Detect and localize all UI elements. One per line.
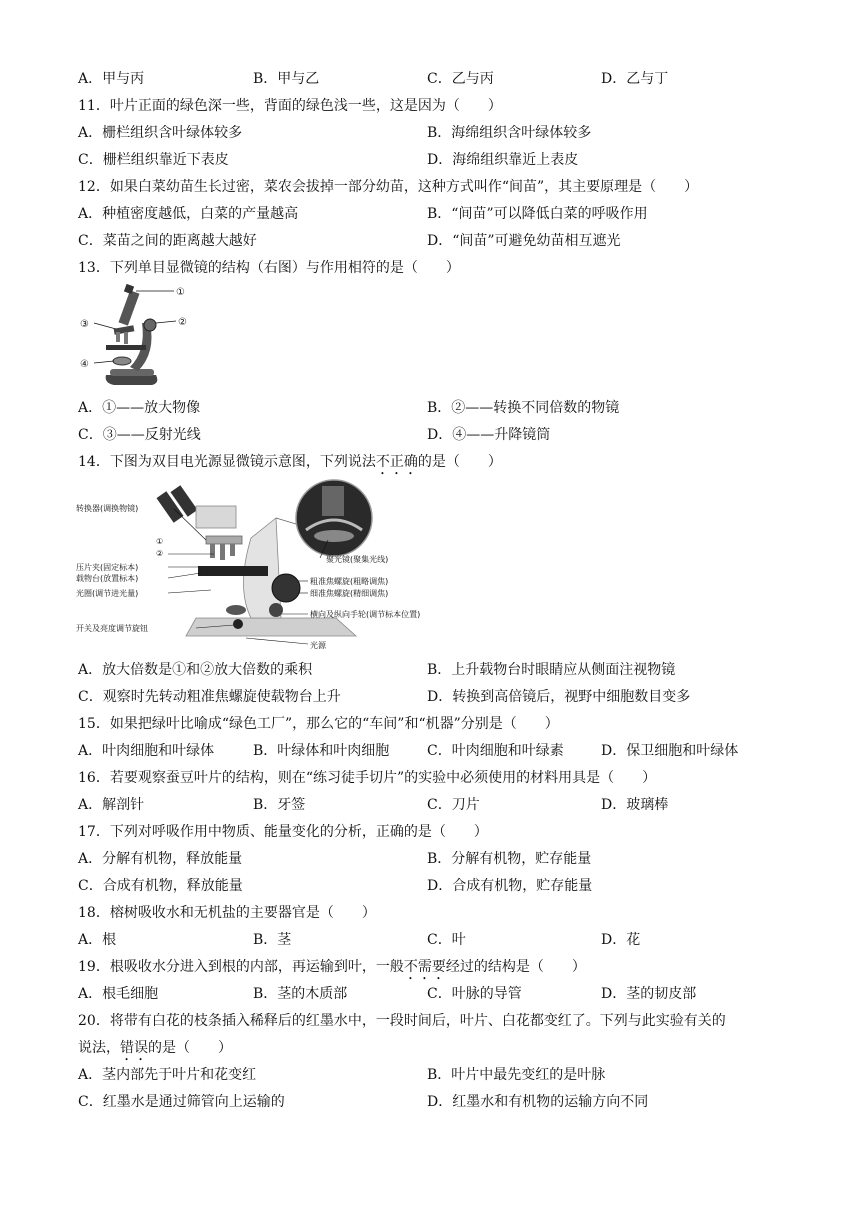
fig-label-3: ③: [80, 319, 89, 330]
q12-option-a: A．种植密度越低，白菜的产量越高: [78, 206, 299, 222]
q15-option-c: C．叶肉细胞和叶绿素: [427, 743, 564, 759]
q16-option-c: C．刀片: [427, 797, 480, 813]
q13-option-c: C．③——反射光线: [78, 427, 201, 443]
q18-stem: 18．榕树吸收水和无机盐的主要器官是（ ）: [78, 905, 376, 921]
fig-label-1: ①: [176, 287, 185, 298]
q11-option-a: A．栅栏组织含叶绿体较多: [78, 125, 243, 141]
q14-option-c: C．观察时先转动粗准焦螺旋使载物台上升: [78, 689, 341, 705]
monocular-microscope-figure: [76, 283, 196, 391]
q11-stem: 11．叶片正面的绿色深一些，背面的绿色浅一些，这是因为（ ）: [78, 98, 502, 114]
q10-option-a: A．甲与丙: [78, 71, 145, 87]
q19-stem: 19．根吸收水分进入到根的内部，再运输到叶，一般不需要经过的结构是（ ）: [78, 959, 586, 975]
q11-option-b: B．海绵组织含叶绿体较多: [427, 125, 592, 141]
q20-option-b: B．叶片中最先变红的是叶脉: [427, 1067, 606, 1083]
q10-option-b: B．甲与乙: [253, 71, 320, 87]
q19-emphasis: 不需要: [403, 959, 446, 975]
q14-option-d: D．转换到高倍镜后，视野中细胞数目变多: [427, 689, 691, 705]
q16-stem: 16．若要观察蚕豆叶片的结构，则在“练习徒手切片”的实验中必须使用的材料用具是（ ）: [78, 770, 657, 786]
q14-stem: 14．下图为双目电光源显微镜示意图，下列说法不正确的是（ ）: [78, 454, 502, 470]
fig-label-fine: 细准焦螺旋(精细调焦): [310, 589, 389, 598]
q19-option-a: A．根毛细胞: [78, 986, 159, 1002]
q18-option-c: C．叶: [427, 932, 466, 948]
q15-option-a: A．叶肉细胞和叶绿体: [78, 743, 215, 759]
q19-option-c: C．叶脉的导管: [427, 986, 522, 1002]
q17-option-a: A．分解有机物，释放能量: [78, 851, 243, 867]
fig-label-one: ①: [156, 537, 164, 546]
q18-option-b: B．茎: [253, 932, 292, 948]
q20-option-c: C．红墨水是通过筛管向上运输的: [78, 1094, 285, 1110]
binocular-microscope-figure: [76, 478, 448, 652]
fig-label-2: ②: [178, 317, 187, 328]
q18-option-a: A．根: [78, 932, 117, 948]
fig-label-mech: 横向及纵向手轮(调节标本位置): [310, 610, 421, 619]
fig-label-clip: 压片夹(固定标本): [76, 563, 139, 572]
fig-label-two: ②: [156, 549, 164, 558]
q16-option-b: B．牙签: [253, 797, 306, 813]
q20-emphasis: 错误: [120, 1040, 148, 1056]
q20-stem-line1: 20．将带有白花的枝条插入稀释后的红墨水中，一段时间后，叶片、白花都变红了。下列与此实验有关的: [78, 1013, 726, 1029]
q17-option-c: C．合成有机物，释放能量: [78, 878, 243, 894]
fig-label-coarse: 粗准焦螺旋(粗略调焦): [310, 577, 389, 586]
q20-option-d: D．红墨水和有机物的运输方向不同: [427, 1094, 649, 1110]
q16-option-a: A．解剖针: [78, 797, 145, 813]
q13-option-a: A．①——放大物像: [78, 400, 201, 416]
q15-stem: 15．如果把绿叶比喻成“绿色工厂”，那么它的“车间”和“机器”分别是（ ）: [78, 716, 559, 732]
q14-option-a: A．放大倍数是①和②放大倍数的乘积: [78, 662, 313, 678]
q20-stem-line2: 说法，错误的是（ ）: [78, 1040, 232, 1056]
q17-stem: 17．下列对呼吸作用中物质、能量变化的分析，正确的是（ ）: [78, 824, 488, 840]
q13-option-b: B．②——转换不同倍数的物镜: [427, 400, 620, 416]
q11-option-c: C．栅栏组织靠近下表皮: [78, 152, 229, 168]
q17-option-d: D．合成有机物，贮存能量: [427, 878, 593, 894]
q10-option-c: C．乙与丙: [427, 71, 494, 87]
fig-label-condenser: 聚光镜(聚集光线): [326, 555, 389, 564]
q12-option-b: B．“间苗”可以降低白菜的呼吸作用: [427, 206, 648, 222]
fig-label-revolver: 转换器(调换物镜): [76, 504, 139, 513]
q15-option-b: B．叶绿体和叶肉细胞: [253, 743, 390, 759]
fig-label-light: 光源: [310, 641, 326, 650]
fig-label-stage: 载物台(放置标本): [76, 574, 139, 583]
q13-option-d: D．④——升降镜筒: [427, 427, 551, 443]
fig-label-4: ④: [80, 359, 89, 370]
q18-option-d: D．花: [601, 932, 641, 948]
q14-emphasis: 不正确: [375, 454, 418, 470]
q16-option-d: D．玻璃棒: [601, 797, 669, 813]
q12-stem: 12．如果白菜幼苗生长过密，菜农会拔掉一部分幼苗，这种方式叫作“间苗”，其主要原理是（ ）: [78, 179, 699, 195]
q20-option-a: A．茎内部先于叶片和花变红: [78, 1067, 257, 1083]
q12-option-d: D．“间苗”可避免幼苗相互遮光: [427, 233, 621, 249]
q15-option-d: D．保卫细胞和叶绿体: [601, 743, 739, 759]
fig-label-diaphragm: 光圈(调节进光量): [76, 589, 139, 598]
q14-option-b: B．上升载物台时眼睛应从侧面注视物镜: [427, 662, 676, 678]
q11-option-d: D．海绵组织靠近上表皮: [427, 152, 579, 168]
q10-option-d: D．乙与丁: [601, 71, 669, 87]
q12-option-c: C．菜苗之间的距离越大越好: [78, 233, 257, 249]
q19-option-b: B．茎的木质部: [253, 986, 348, 1002]
fig-label-switch: 开关及亮度调节旋钮: [76, 624, 148, 633]
q17-option-b: B．分解有机物，贮存能量: [427, 851, 592, 867]
q19-option-d: D．茎的韧皮部: [601, 986, 697, 1002]
q13-stem: 13．下列单目显微镜的结构（右图）与作用相符的是（ ）: [78, 260, 460, 276]
